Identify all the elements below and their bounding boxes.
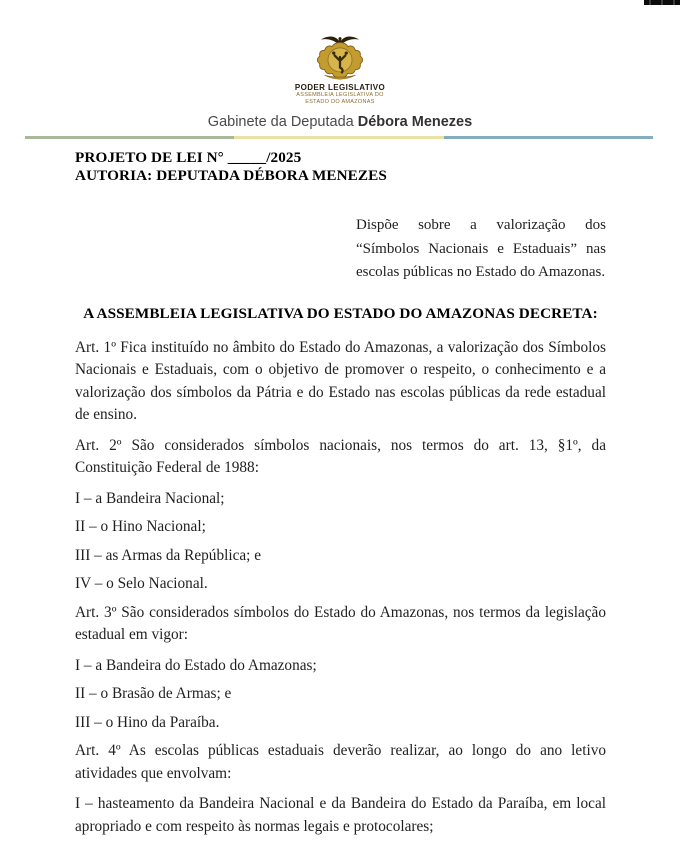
ementa-paragraph: Dispõe sobre a valorização dos “Símbolos Nacionais e Estaduais” nas escolas públicas no Estado do Amazonas. [356,217,606,280]
office-prefix: Gabinete da Deputada [207,114,358,130]
office-line [0,114,680,130]
inciso-item: I – hasteamento da Bandeira Nacional e da Bandeira do Estado da Paraíba, em local apropriado e com respeito às normas legais e protocolares; [75,795,606,835]
tricolor-divider [25,136,653,139]
inciso-item: II – o Brasão de Armas; e [75,685,232,702]
document-body [75,149,606,844]
inciso-item: IV – o Selo Nacional. [75,575,208,592]
article-paragraph: Art. 3º São considerados símbolos do Estado do Amazonas, nos termos da legislação estadual em vigor: [75,603,606,643]
coat-of-arms-icon [311,31,369,83]
article-paragraph: Art. 4º As escolas públicas estaduais deverão realizar, ao longo do ano letivo atividades que envolvam: [75,742,606,782]
inciso-item: I – a Bandeira Nacional; [75,489,225,507]
inciso-item: III – as Armas da República; e [75,546,262,564]
articles-list [75,337,606,839]
inciso-item: III – o Hino da Paraíba. [75,713,220,731]
divider-green-segment [25,136,234,139]
org-subtitle-line1: ASSEMBLEIA LEGISLATIVA DO [296,92,384,98]
divider-blue-segment [444,136,653,139]
org-text-block [0,83,680,105]
inciso-item: II – o Hino Nacional; [75,518,206,535]
divider-yellow-segment [234,136,443,139]
article-paragraph: Art. 2º São considerados símbolos nacionais, nos termos do art. 13, §1º, da Constituição Federal de 1988: [75,436,606,476]
article-paragraph: Art. 1º Fica instituído no âmbito do Estado do Amazonas, a valorização dos Símbolos Nacionais e Estaduais, com o objetivo de promover o respeito, o conhecimento e a valorização dos símbolos da Pátria e do Estado nas escolas públicas da rede estadual de ensino. [75,338,606,423]
office-name: Débora Menezes [357,114,473,130]
doc-title-line2: AUTORIA: DEPUTADA DÉBORA MENEZES [75,166,387,184]
scan-artifact [644,0,680,5]
org-subtitle-line2: ESTADO DO AMAZONAS [305,98,375,105]
org-title: PODER LEGISLATIVO [294,83,386,92]
inciso-item: I – a Bandeira do Estado do Amazonas; [75,656,317,674]
decree-heading: A ASSEMBLEIA LEGISLATIVA DO ESTADO DO AMAZONAS DECRETA: [83,304,598,322]
doc-title-line1: PROJETO DE LEI N° _____/2025 [75,149,302,166]
